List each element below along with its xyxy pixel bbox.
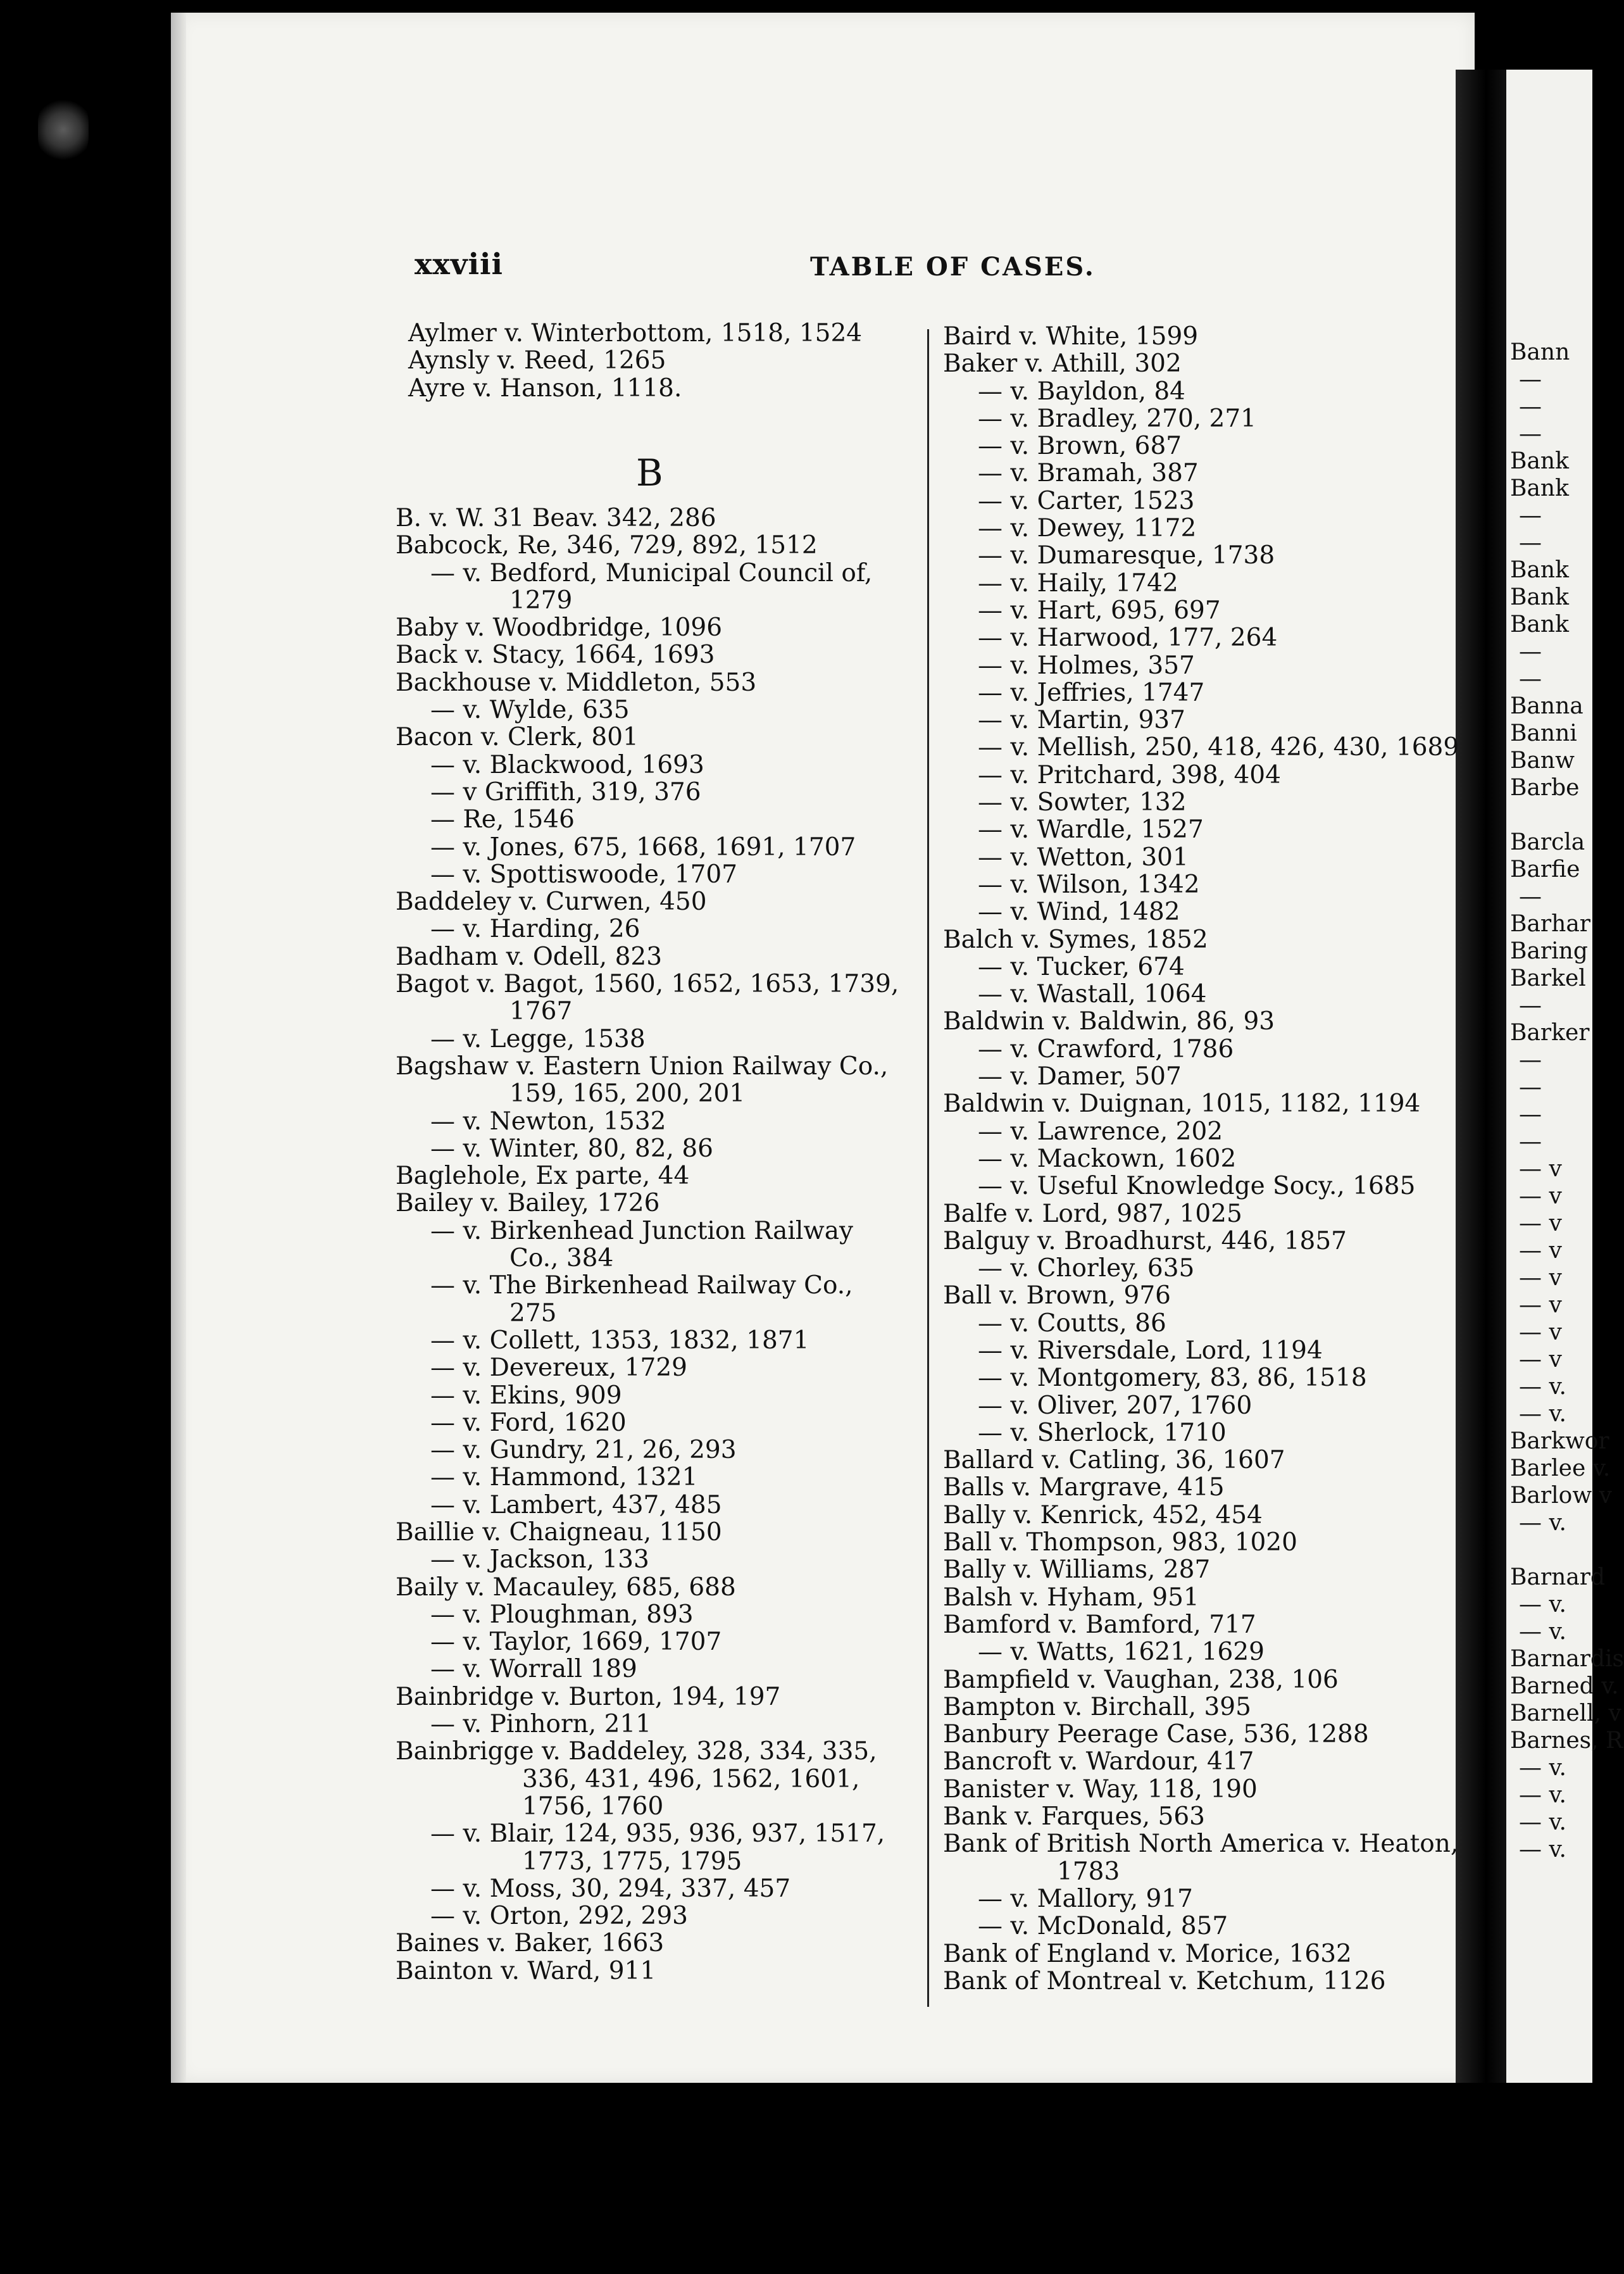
next-page-fragment: — v: [1519, 1347, 1562, 1373]
index-entry: — v. Ploughman, 893: [430, 1600, 694, 1629]
next-page-fragment: —: [1519, 421, 1542, 447]
next-page-fragment: Barhar: [1510, 911, 1590, 937]
index-entry: — v. Chorley, 635: [978, 1254, 1195, 1283]
index-entry: 1756, 1760: [522, 1792, 664, 1821]
index-entry: Balguy v. Broadhurst, 446, 1857: [943, 1226, 1347, 1255]
index-entry: Bampfield v. Vaughan, 238, 106: [943, 1665, 1339, 1694]
next-page-fragment: —: [1519, 1047, 1542, 1073]
index-entry: Baby v. Woodbridge, 1096: [396, 613, 723, 643]
index-entry: — v. Mackown, 1602: [978, 1144, 1237, 1173]
page-number: xxviii: [415, 247, 504, 281]
index-entry: B. v. W. 31 Beav. 342, 286: [396, 504, 716, 532]
page-gutter: [171, 13, 186, 2083]
index-entry: — v. Bradley, 270, 271: [978, 404, 1256, 433]
next-page-fragment: Bank: [1510, 584, 1569, 610]
index-entry: Ball v. Brown, 976: [943, 1281, 1171, 1310]
next-page-fragment: —: [1519, 666, 1542, 692]
index-entry: Baines v. Baker, 1663: [396, 1929, 665, 1958]
next-page-fragment: Barnardis: [1510, 1646, 1624, 1672]
index-entry: Bank of Montreal v. Ketchum, 1126: [943, 1966, 1386, 1995]
index-entry: — v. Carter, 1523: [978, 486, 1195, 515]
next-page-fragment: Barnes, R: [1510, 1728, 1623, 1754]
index-entry: — Re, 1546: [430, 805, 575, 834]
next-page-fragment: — v: [1519, 1210, 1562, 1236]
index-entry: — v. Wetton, 301: [978, 843, 1189, 872]
next-page-fragment: Banni: [1510, 720, 1577, 746]
index-entry: Bancroft v. Wardour, 417: [943, 1747, 1254, 1776]
next-page-fragment: —: [1519, 1074, 1542, 1100]
next-page-fragment: Bann: [1510, 339, 1570, 365]
next-page-fragment: Barned v.: [1510, 1673, 1619, 1699]
index-entry: — v. Coutts, 86: [978, 1309, 1166, 1338]
section-letter: B: [636, 451, 663, 494]
next-page-fragment: — v: [1519, 1292, 1562, 1318]
index-entry: Baglehole, Ex parte, 44: [396, 1162, 690, 1191]
index-entry: Bagshaw v. Eastern Union Railway Co.,: [396, 1052, 889, 1081]
page-stain: [38, 95, 89, 165]
index-entry: — v. Mallory, 917: [978, 1884, 1193, 1913]
index-entry: — v. Wind, 1482: [978, 898, 1180, 927]
index-entry: — v. Taylor, 1669, 1707: [430, 1628, 722, 1657]
index-entry: — v. Harding, 26: [430, 915, 640, 944]
index-entry: — v. Bayldon, 84: [978, 377, 1185, 406]
index-entry: — v. Lawrence, 202: [978, 1117, 1223, 1146]
index-entry: — v. Hammond, 1321: [430, 1463, 698, 1492]
next-page-fragment: — v.: [1519, 1782, 1566, 1808]
next-page-fragment: Banna: [1510, 693, 1583, 719]
index-entry: — v. Martin, 937: [978, 706, 1185, 735]
index-entry: Banister v. Way, 118, 190: [943, 1775, 1258, 1804]
index-entry: — v. Worrall 189: [430, 1655, 637, 1684]
index-entry: Bampton v. Birchall, 395: [943, 1692, 1251, 1721]
next-page-fragment: — v.: [1519, 1510, 1566, 1536]
index-entry: — v. Collett, 1353, 1832, 1871: [430, 1326, 809, 1355]
next-page-fragment: — v.: [1519, 1592, 1566, 1618]
next-page-fragment: Barlow v: [1510, 1483, 1612, 1509]
index-entry: — v. Haily, 1742: [978, 568, 1178, 598]
next-page-fragment: —: [1519, 639, 1542, 665]
next-page-fragment: —: [1519, 993, 1542, 1019]
index-entry: Banbury Peerage Case, 536, 1288: [943, 1720, 1369, 1749]
index-entry: — v. Bramah, 387: [978, 459, 1199, 488]
index-entry: — v. Orton, 292, 293: [430, 1902, 688, 1931]
next-page-fragment: — v.: [1519, 1837, 1566, 1863]
index-entry: — v. Lambert, 437, 485: [430, 1490, 722, 1519]
index-entry: — v. Damer, 507: [978, 1062, 1182, 1091]
index-entry: — v. Wastall, 1064: [978, 980, 1207, 1009]
index-entry: — v. Pinhorn, 211: [430, 1710, 652, 1739]
index-entry: — v. Sherlock, 1710: [978, 1418, 1227, 1447]
index-entry: Bagot v. Bagot, 1560, 1652, 1653, 1739,: [396, 970, 899, 999]
index-entry: — v. Brown, 687: [978, 432, 1182, 461]
next-page-fragment: — v: [1519, 1183, 1562, 1209]
index-entry: — v. Devereux, 1729: [430, 1354, 687, 1383]
index-entry: Balch v. Symes, 1852: [943, 925, 1208, 954]
index-column-top: [408, 320, 862, 402]
index-entry: Co., 384: [509, 1244, 614, 1273]
index-entry: Ayre v. Hanson, 1118.: [408, 374, 682, 403]
index-entry: Bally v. Kenrick, 452, 454: [943, 1500, 1263, 1530]
next-page-fragment: — v.: [1519, 1619, 1566, 1645]
index-entry: — v. Hart, 695, 697: [978, 596, 1221, 625]
next-page-fragment: Barker: [1510, 1020, 1590, 1046]
index-entry: — v. Sowter, 132: [978, 788, 1187, 817]
next-page-fragment: —: [1519, 394, 1542, 420]
index-entry: 1767: [509, 997, 573, 1026]
index-entry: Bally v. Williams, 287: [943, 1555, 1211, 1585]
next-page-fragment: Bank: [1510, 557, 1569, 583]
index-entry: — v. Jackson, 133: [430, 1545, 649, 1574]
next-page-fragment: — v.: [1519, 1755, 1566, 1781]
index-entry: Baldwin v. Baldwin, 86, 93: [943, 1007, 1275, 1036]
index-entry: 336, 431, 496, 1562, 1601,: [522, 1764, 860, 1793]
index-entry: — v. Jones, 675, 1668, 1691, 1707: [430, 832, 856, 862]
next-page-fragment: —: [1519, 367, 1542, 393]
index-entry: — v. Watts, 1621, 1629: [978, 1638, 1265, 1667]
index-entry: Aynsly v. Reed, 1265: [408, 346, 666, 375]
index-entry: — v. Ford, 1620: [430, 1408, 627, 1437]
next-page-fragment: Baring: [1510, 938, 1588, 964]
index-entry: Back v. Stacy, 1664, 1693: [396, 641, 715, 670]
index-entry: Balfe v. Lord, 987, 1025: [943, 1199, 1242, 1228]
index-entry: — v. Birkenhead Junction Railway: [430, 1216, 853, 1245]
next-page-fragment: Barbe: [1510, 775, 1580, 801]
index-entry: 1773, 1775, 1795: [522, 1847, 742, 1876]
index-entry: — v. Ekins, 909: [430, 1381, 622, 1410]
next-page-fragment: — v.: [1519, 1374, 1566, 1400]
index-column-left: [396, 505, 899, 1985]
index-entry: — v. Blair, 124, 935, 936, 937, 1517,: [430, 1819, 885, 1849]
index-entry: Bainbrigge v. Baddeley, 328, 334, 335,: [396, 1737, 877, 1766]
index-entry: — v. Tucker, 674: [978, 952, 1185, 981]
index-entry: — v. Mellish, 250, 418, 426, 430, 1689: [978, 733, 1459, 762]
column-divider: [927, 329, 929, 2007]
index-entry: — v Griffith, 319, 376: [430, 777, 701, 807]
index-entry: — v. Dumaresque, 1738: [978, 541, 1275, 570]
index-entry: — v. Oliver, 207, 1760: [978, 1391, 1252, 1420]
index-entry: — v. McDonald, 857: [978, 1912, 1228, 1941]
index-entry: 1279: [509, 586, 573, 615]
index-entry: — v. Newton, 1532: [430, 1107, 666, 1136]
index-entry: — v. Wardle, 1527: [978, 815, 1204, 845]
index-entry: Bainton v. Ward, 911: [396, 1956, 656, 1985]
index-entry: — v. Pritchard, 398, 404: [978, 760, 1281, 789]
next-page-fragment: —: [1519, 530, 1542, 556]
next-page-fragment: — v.: [1519, 1401, 1566, 1427]
index-column-right: [943, 323, 1459, 1995]
next-page-fragment: Bank: [1510, 475, 1569, 501]
index-entry: — v. Riversdale, Lord, 1194: [978, 1336, 1323, 1365]
index-entry: Bamford v. Bamford, 717: [943, 1610, 1256, 1639]
index-entry: Baker v. Athill, 302: [943, 349, 1182, 379]
next-page-fragment: — v: [1519, 1319, 1562, 1345]
index-entry: — v. Moss, 30, 294, 337, 457: [430, 1874, 791, 1903]
index-entry: — v. Holmes, 357: [978, 651, 1195, 680]
index-entry: — v. Gundry, 21, 26, 293: [430, 1436, 737, 1465]
next-page-fragment: Bank: [1510, 612, 1569, 638]
index-entry: Baddeley v. Curwen, 450: [396, 888, 707, 917]
index-entry: 159, 165, 200, 201: [509, 1079, 746, 1109]
index-entry: Ball v. Thompson, 983, 1020: [943, 1528, 1297, 1557]
index-entry: — v. Harwood, 177, 264: [978, 624, 1278, 653]
book-spine: [1456, 70, 1506, 2083]
next-page-fragment: Barnell, v: [1510, 1700, 1621, 1726]
index-entry: — v. Wilson, 1342: [978, 870, 1200, 899]
index-entry: Baldwin v. Duignan, 1015, 1182, 1194: [943, 1090, 1421, 1119]
next-page-fragment: Barfie: [1510, 857, 1580, 883]
next-page-fragment: —: [1519, 1129, 1542, 1155]
index-entry: Bank v. Farques, 563: [943, 1802, 1205, 1831]
next-page-fragment: — v.: [1519, 1809, 1566, 1835]
next-page-fragment: — v: [1519, 1156, 1562, 1182]
next-page-fragment: — v: [1519, 1238, 1562, 1264]
index-entry: — v. Spottiswoode, 1707: [430, 860, 738, 889]
index-entry: Bank of British North America v. Heaton,: [943, 1830, 1459, 1859]
index-entry: — v. Winter, 80, 82, 86: [430, 1134, 713, 1163]
index-entry: — v. Crawford, 1786: [978, 1034, 1234, 1064]
next-page: [1506, 70, 1624, 2083]
index-entry: 275: [509, 1298, 557, 1328]
index-entry: Aylmer v. Winterbottom, 1518, 1524: [408, 319, 863, 348]
next-page-fragment: Bank: [1510, 448, 1569, 474]
index-entry: Badham v. Odell, 823: [396, 942, 663, 971]
index-entry: Ballard v. Catling, 36, 1607: [943, 1446, 1285, 1475]
index-entry: — v. Useful Knowledge Socy., 1685: [978, 1172, 1416, 1201]
index-entry: Bacon v. Clerk, 801: [396, 723, 639, 752]
index-entry: Balls v. Margrave, 415: [943, 1473, 1225, 1502]
page-title: TABLE OF CASES.: [810, 252, 1096, 282]
index-entry: — v. Bedford, Municipal Council of,: [430, 558, 873, 587]
next-page-fragment: —: [1519, 1102, 1542, 1128]
next-page-fragment: Barcla: [1510, 829, 1585, 855]
index-entry: — v. The Birkenhead Railway Co.,: [430, 1271, 853, 1300]
index-entry: — v. Dewey, 1172: [978, 514, 1197, 543]
index-entry: 1783: [1057, 1857, 1120, 1886]
background-band: [0, 2089, 1592, 2274]
next-page-fragment: —: [1519, 503, 1542, 529]
next-page-fragment: Barkwor: [1510, 1428, 1609, 1454]
next-page-fragment: Banw: [1510, 748, 1575, 774]
index-entry: — v. Legge, 1538: [430, 1024, 646, 1053]
index-entry: Bainbridge v. Burton, 194, 197: [396, 1682, 781, 1711]
next-page-fragment: —: [1519, 884, 1542, 910]
next-page-fragment: Barkel: [1510, 965, 1586, 991]
index-entry: Baird v. White, 1599: [943, 322, 1199, 351]
index-entry: Backhouse v. Middleton, 553: [396, 668, 757, 697]
index-entry: — v. Wylde, 635: [430, 696, 630, 725]
index-entry: Babcock, Re, 346, 729, 892, 1512: [396, 531, 818, 560]
next-page-fragment: Barlee v.: [1510, 1455, 1611, 1481]
index-entry: — v. Montgomery, 83, 86, 1518: [978, 1364, 1367, 1393]
index-entry: Bank of England v. Morice, 1632: [943, 1939, 1352, 1968]
index-entry: Bailey v. Bailey, 1726: [396, 1189, 660, 1218]
index-entry: — v. Blackwood, 1693: [430, 750, 704, 779]
next-page-fragment: — v: [1519, 1265, 1562, 1291]
next-page-fragment: Barnard: [1510, 1564, 1606, 1590]
index-entry: Balsh v. Hyham, 951: [943, 1583, 1199, 1612]
index-entry: Baily v. Macauley, 685, 688: [396, 1573, 736, 1602]
index-entry: — v. Jeffries, 1747: [978, 678, 1205, 707]
index-entry: Baillie v. Chaigneau, 1150: [396, 1517, 722, 1547]
